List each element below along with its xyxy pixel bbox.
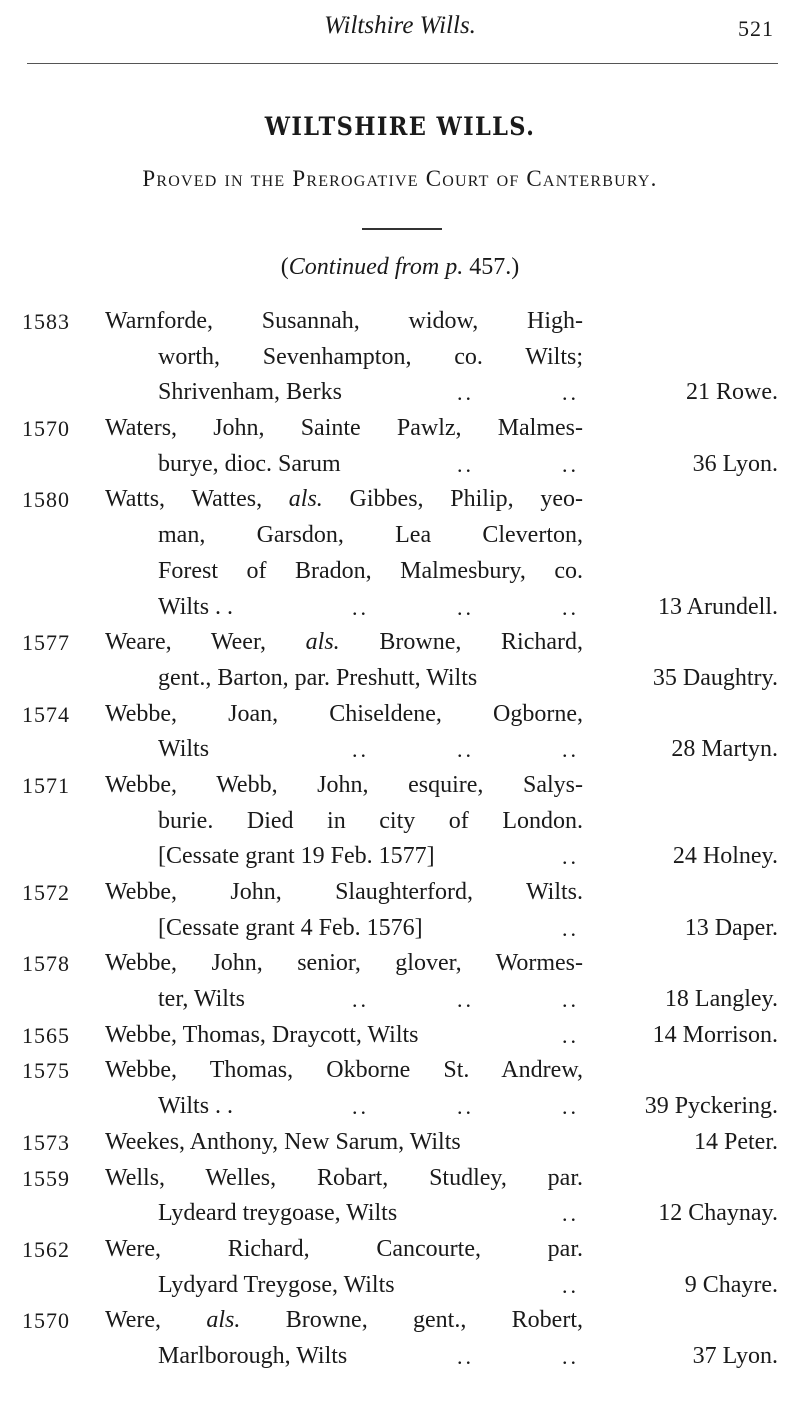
entry-text <box>105 1232 583 1268</box>
text-segment: Webbe, Joan, Chiseldene, Ogborne, <box>105 700 583 727</box>
register-reference: 24 Holney. <box>672 843 778 870</box>
entry-line <box>0 946 800 982</box>
entry-line <box>0 1232 800 1268</box>
register-reference: 14 Peter. <box>694 1128 778 1155</box>
alias-abbrev: als. <box>305 629 340 656</box>
text-segment: Marlborough, Wilts <box>158 1342 348 1369</box>
leader-dots: .. <box>352 594 369 620</box>
entry-line <box>0 411 800 447</box>
entry-text <box>105 482 583 518</box>
text-segment: Weare, Weer, <box>105 629 306 656</box>
text-segment: Waters, John, Sainte Pawlz, Malmes- <box>105 415 583 442</box>
entry-line <box>0 340 800 376</box>
leader-dots: .. <box>457 737 474 763</box>
entry-text <box>105 875 583 911</box>
alias-abbrev: als. <box>206 1307 241 1334</box>
running-title: Wiltshire Wills. <box>324 12 476 39</box>
text-segment: Lydeard treygoase, Wilts <box>158 1200 398 1227</box>
entry-year: 1574 <box>22 701 70 727</box>
leader-dots: .. <box>562 1343 579 1369</box>
will-entry <box>0 482 800 625</box>
entry-text <box>158 447 341 483</box>
leader-dots: .. <box>562 915 579 941</box>
entry-text <box>158 661 477 697</box>
text-segment: Webbe, John, senior, glover, Wormes- <box>105 950 583 977</box>
register-reference: 35 Daughtry. <box>652 664 778 691</box>
entry-line <box>0 875 800 911</box>
text-segment: Browne, Richard, <box>339 629 583 656</box>
entry-line <box>0 518 800 554</box>
entry-line <box>0 911 800 947</box>
register-reference: 21 Rowe. <box>686 379 778 406</box>
will-entry <box>0 875 800 946</box>
entry-line <box>0 375 800 411</box>
text-segment: gent., Barton, par. Preshutt, Wilts <box>158 664 478 691</box>
entry-text <box>158 1196 397 1232</box>
text-segment: man, Garsdon, Lea Cleverton, <box>158 522 583 549</box>
entry-year: 1571 <box>22 772 70 798</box>
will-entries <box>0 304 800 1375</box>
subtitle: Proved in the Prerogative Court of Canterbury. <box>142 166 658 191</box>
entry-text <box>158 554 583 590</box>
entry-text <box>105 1303 583 1339</box>
entry-line <box>0 1125 800 1161</box>
entry-line <box>0 1089 800 1125</box>
entry-text <box>158 375 342 411</box>
leader-dots: .. <box>562 1094 579 1120</box>
will-entry <box>0 697 800 768</box>
will-entry <box>0 304 800 411</box>
register-reference: 37 Lyon. <box>692 1342 778 1369</box>
text-segment: Webbe, Webb, John, esquire, Salys- <box>105 771 583 798</box>
page-number: 521 <box>738 16 774 41</box>
register-reference: 13 Arundell. <box>658 593 778 620</box>
text-segment: Warnforde, Susannah, widow, High- <box>105 308 583 334</box>
text-segment: Webbe, John, Slaughterford, Wilts. <box>105 879 583 905</box>
entry-line <box>0 447 800 483</box>
entry-text <box>158 1268 395 1304</box>
entry-text <box>105 1125 461 1161</box>
text-segment: Shrivenham, Berks <box>158 379 342 406</box>
text-segment: Wilts <box>158 736 210 763</box>
entry-text <box>158 590 233 626</box>
leader-dots: .. <box>352 737 369 763</box>
continued-rest: 457.) <box>463 254 520 280</box>
entry-year: 1573 <box>22 1129 70 1155</box>
leader-dots: .. <box>352 1094 369 1120</box>
entry-year: 1562 <box>22 1236 70 1262</box>
entry-line <box>0 839 800 875</box>
entry-line <box>0 1339 800 1375</box>
entry-line <box>0 554 800 590</box>
will-entry <box>0 1018 800 1054</box>
entry-year: 1570 <box>22 416 70 442</box>
text-segment: Weekes, Anthony, New Sarum, Wilts <box>105 1128 461 1155</box>
text-segment: Wilts . . <box>158 593 234 620</box>
register-reference: 12 Chaynay. <box>658 1200 778 1227</box>
entry-line <box>0 1196 800 1232</box>
entry-year: 1575 <box>22 1058 70 1084</box>
leader-dots: .. <box>457 1094 474 1120</box>
entry-year: 1559 <box>22 1165 70 1191</box>
entry-year: 1578 <box>22 951 70 977</box>
will-entry <box>0 1125 800 1161</box>
leader-dots: .. <box>562 844 579 870</box>
entry-text <box>105 768 583 804</box>
entry-line <box>0 661 800 697</box>
section-divider <box>362 228 442 230</box>
entry-text <box>158 732 209 768</box>
will-entry <box>0 1232 800 1303</box>
entry-text <box>158 839 435 875</box>
entry-line <box>0 697 800 733</box>
entry-line <box>0 590 800 626</box>
header-rule <box>27 63 778 64</box>
will-entry <box>0 946 800 1017</box>
entry-year: 1572 <box>22 880 70 905</box>
register-reference: 36 Lyon. <box>692 450 778 477</box>
leader-dots: .. <box>562 1272 579 1298</box>
register-reference: 18 Langley. <box>664 986 778 1013</box>
entry-line <box>0 1161 800 1197</box>
will-entry <box>0 768 800 875</box>
alias-abbrev: als. <box>288 486 323 513</box>
text-segment: Webbe, Thomas, Okborne St. Andrew, <box>105 1057 583 1084</box>
entry-line <box>0 1303 800 1339</box>
entry-line <box>0 625 800 661</box>
text-segment: Gibbes, Philip, yeo- <box>322 486 583 513</box>
entry-line <box>0 1053 800 1089</box>
register-reference: 28 Martyn. <box>671 736 778 763</box>
register-reference: 13 Daper. <box>684 914 778 941</box>
entry-line <box>0 1018 800 1054</box>
will-entry <box>0 1161 800 1232</box>
entry-text <box>158 982 245 1018</box>
entry-text <box>105 1018 419 1054</box>
continued-note <box>0 254 800 281</box>
entry-line <box>0 304 800 340</box>
entry-text <box>105 304 583 340</box>
text-segment: ter, Wilts <box>158 986 245 1013</box>
text-segment: Wilts . . <box>158 1093 234 1120</box>
entry-text <box>158 804 583 840</box>
leader-dots: .. <box>562 1201 579 1227</box>
continued-open: ( <box>280 254 289 280</box>
entry-year: 1580 <box>22 487 70 513</box>
text-segment: worth, Sevenhampton, co. Wilts; <box>158 343 583 370</box>
text-segment: burie. Died in city of London. <box>158 807 583 834</box>
text-segment: [Cessate grant 4 Feb. 1576] <box>158 914 423 941</box>
will-entry <box>0 1303 800 1374</box>
entry-year: 1583 <box>22 309 70 334</box>
entry-text <box>158 518 583 554</box>
entry-line <box>0 982 800 1018</box>
entry-year: 1565 <box>22 1022 70 1048</box>
register-reference: 14 Morrison. <box>652 1021 778 1048</box>
entry-text <box>158 1339 347 1375</box>
leader-dots: .. <box>352 987 369 1013</box>
text-segment: burye, dioc. Sarum <box>158 450 341 477</box>
leader-dots: .. <box>457 451 474 477</box>
leader-dots: .. <box>562 380 579 406</box>
entry-line <box>0 482 800 518</box>
entry-text <box>158 340 583 376</box>
leader-dots: .. <box>562 451 579 477</box>
leader-dots: .. <box>457 987 474 1013</box>
text-segment: Watts, Wattes, <box>105 486 289 513</box>
entry-line <box>0 768 800 804</box>
will-entry <box>0 1053 800 1124</box>
register-reference: 9 Chayre. <box>684 1271 778 1298</box>
entry-text <box>105 625 583 661</box>
entry-text <box>158 1089 233 1125</box>
leader-dots: .. <box>457 380 474 406</box>
entry-text <box>105 946 583 982</box>
register-reference: 39 Pyckering. <box>644 1093 778 1120</box>
entry-text <box>158 911 423 947</box>
entry-line <box>0 1268 800 1304</box>
text-segment: [Cessate grant 19 Feb. 1577] <box>158 843 435 870</box>
continued-italic: Continued from p. <box>288 254 464 280</box>
text-segment: Were, <box>105 1307 207 1334</box>
entry-year: 1577 <box>22 630 70 656</box>
page-title: WILTSHIRE WILLS. <box>264 112 536 141</box>
leader-dots: .. <box>562 594 579 620</box>
text-segment: Wells, Welles, Robart, Studley, par. <box>105 1164 583 1191</box>
text-segment: Webbe, Thomas, Draycott, Wilts <box>105 1021 419 1048</box>
entry-text <box>105 697 583 733</box>
leader-dots: .. <box>562 737 579 763</box>
will-entry <box>0 411 800 482</box>
entry-line <box>0 732 800 768</box>
leader-dots: .. <box>562 987 579 1013</box>
entry-line <box>0 804 800 840</box>
will-entry <box>0 625 800 696</box>
entry-text <box>105 411 583 447</box>
text-segment: Forest of Bradon, Malmesbury, co. <box>158 557 583 584</box>
text-segment: Browne, gent., Robert, <box>240 1307 583 1334</box>
leader-dots: .. <box>457 594 474 620</box>
entry-text <box>105 1053 583 1089</box>
entry-text <box>105 1161 583 1197</box>
leader-dots: .. <box>457 1343 474 1369</box>
entry-year: 1570 <box>22 1308 70 1334</box>
leader-dots: .. <box>562 1022 579 1048</box>
text-segment: Were, Richard, Cancourte, par. <box>105 1235 583 1262</box>
text-segment: Lydyard Treygose, Wilts <box>158 1271 395 1298</box>
